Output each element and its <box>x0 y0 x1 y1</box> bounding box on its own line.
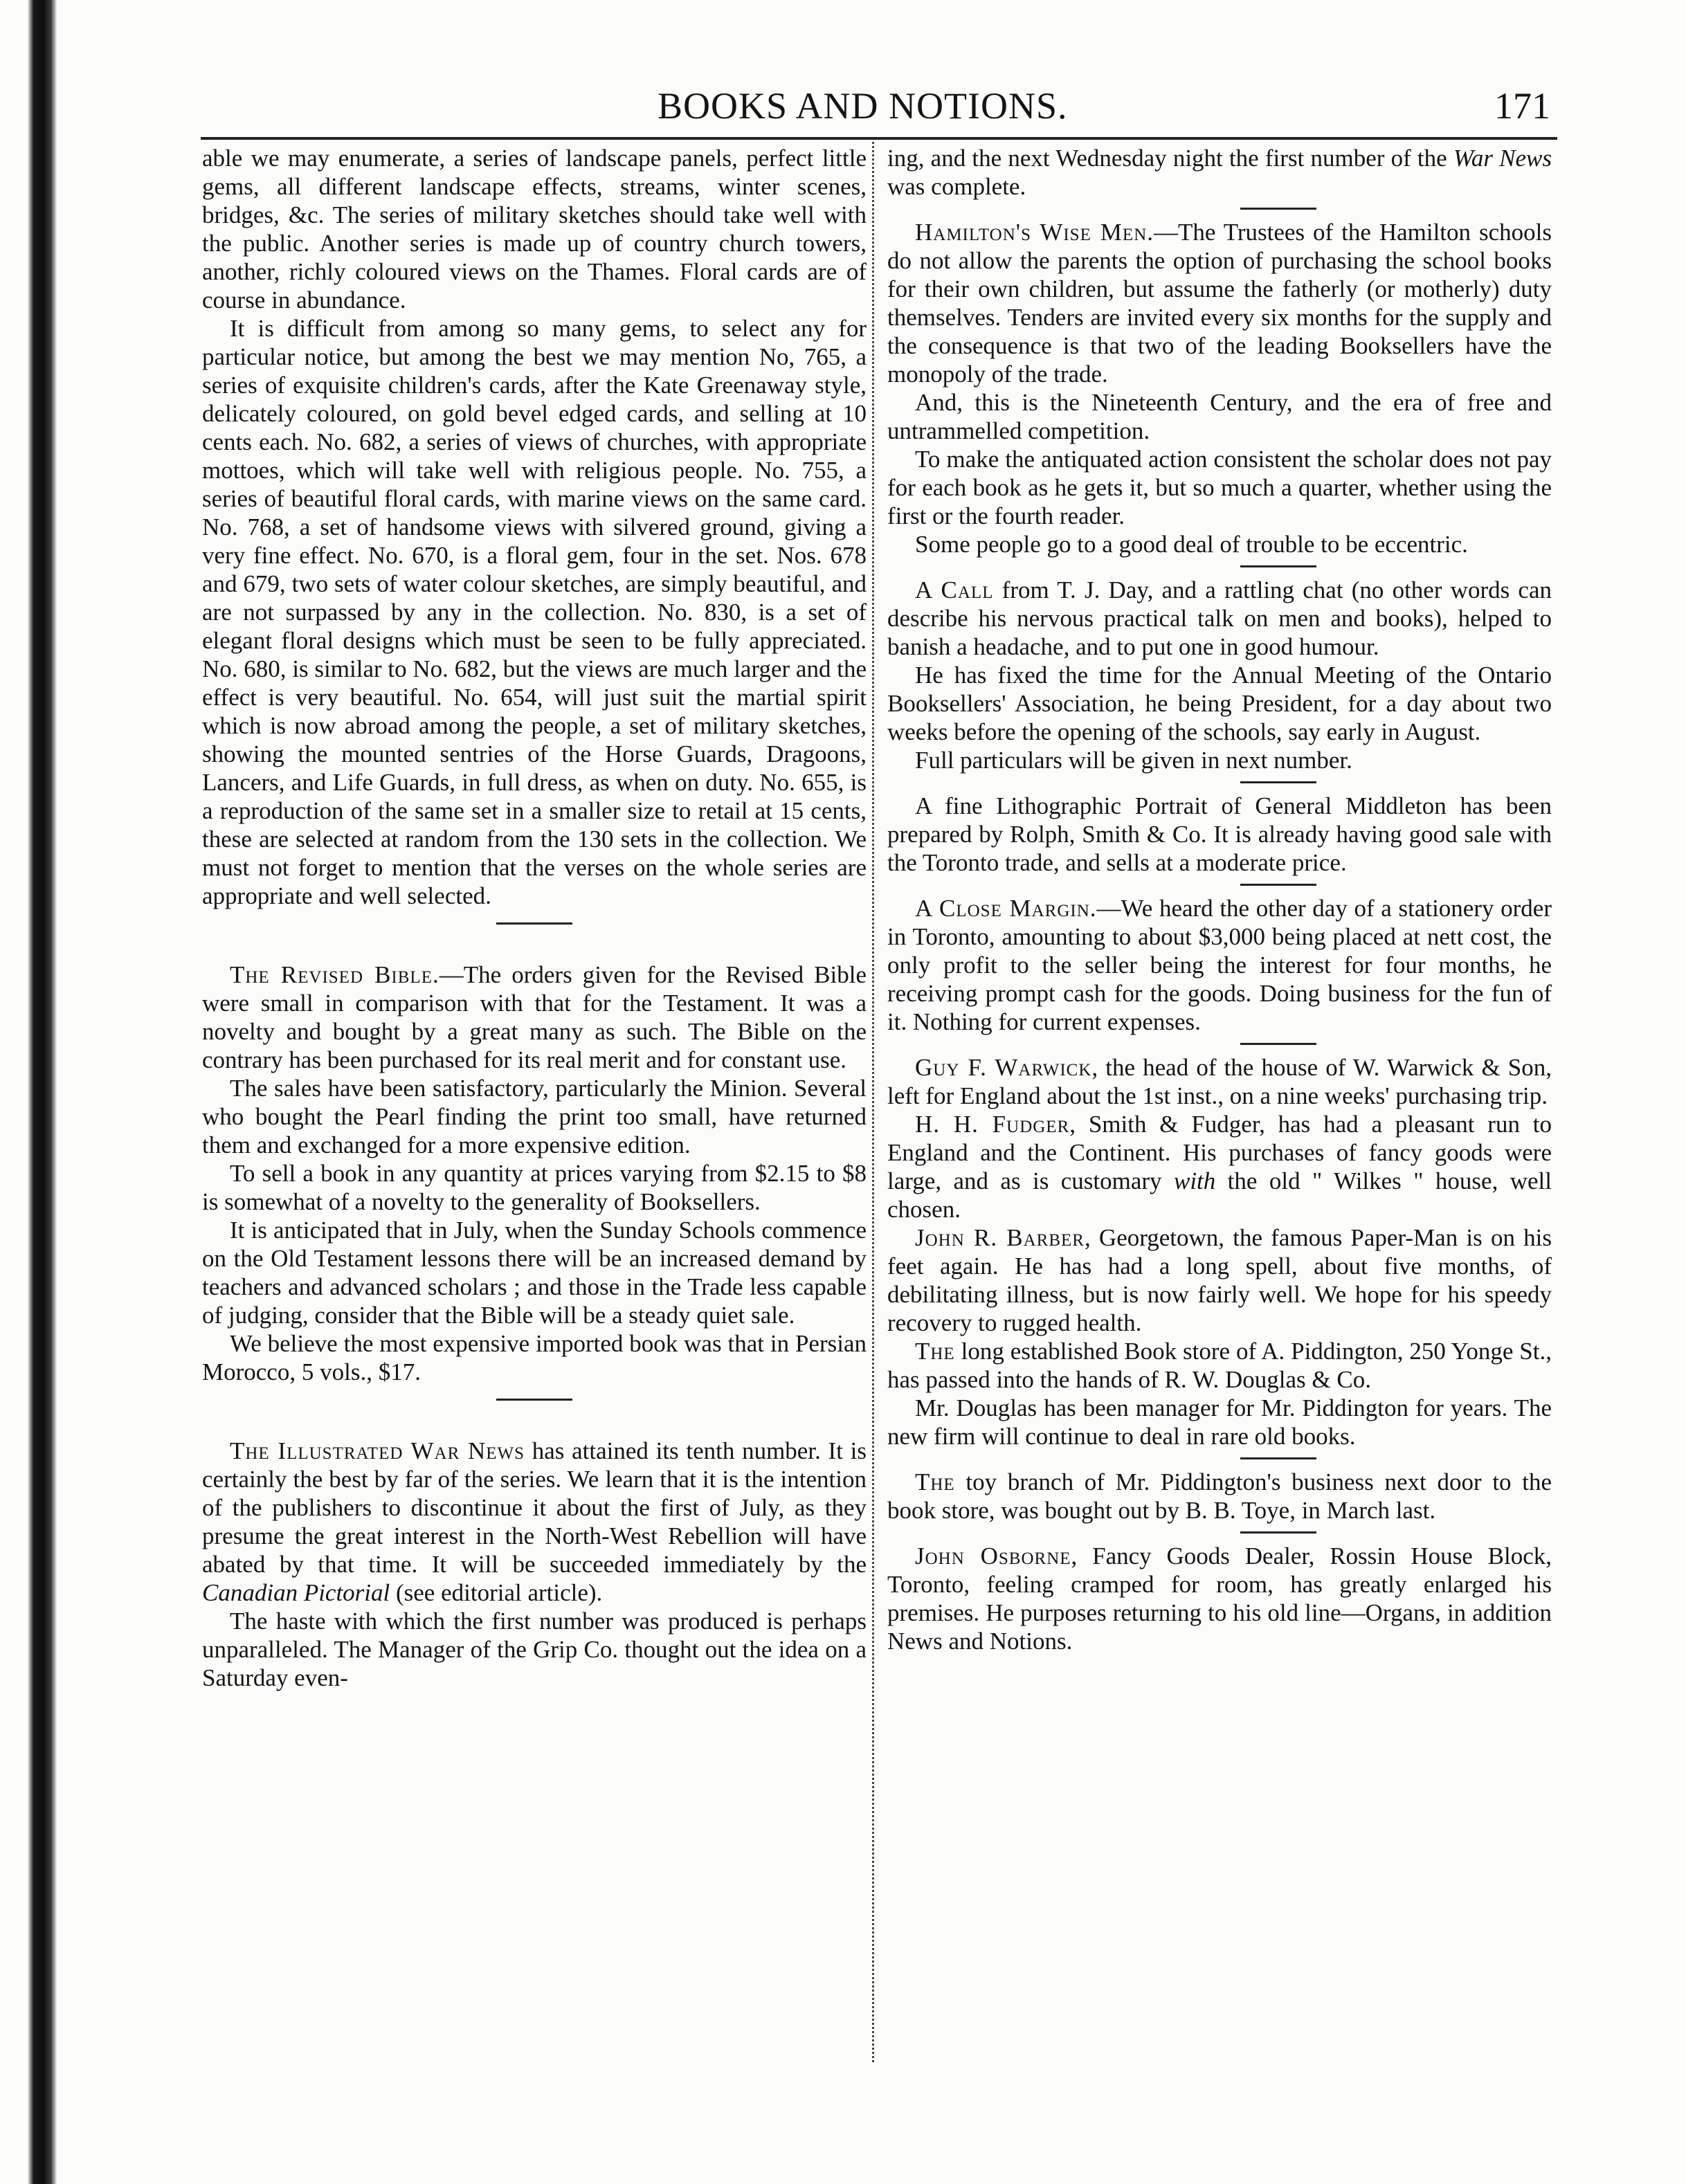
article-text: from T. J. Day, and a rattling chat (no other words can describe his nervous practical talk on men and books), helped to banish a headache, and to put one in good humour. <box>887 576 1552 660</box>
article-heading: A Close Margin. <box>915 895 1097 922</box>
article-italic-text: with <box>1173 1167 1216 1194</box>
article-heading: Guy F. Warwick <box>915 1054 1092 1081</box>
article-text: has attained its tenth number. It is certainly the best by far of the series. We learn that it is the intention of the publishers to discontinue it about the first of July, as they presume the great interest in the North-West Rebellion will have abated by that time. It will be succeeded immediately by the <box>202 1437 867 1578</box>
article-text: —The orders given for the Revised Bible were small in comparison with that for the Testament. It was a novelty and bought by a great many as such. The Bible on the contrary has been purchased for its real merit and for constant use. <box>202 961 867 1073</box>
article-text: —We heard the other day of a stationery order in Toronto, amounting to about $3,000 being placed at nett cost, the only profit to the seller being the interest for four months, he receiving prompt cash for the goods. Doing business for the fun of it. Nothing for current expenses. <box>887 895 1552 1035</box>
section-rule <box>1240 208 1316 210</box>
article-war-news <box>202 1437 867 1607</box>
paragraph-douglas: Mr. Douglas has been manager for Mr. Piddington for years. The new firm will continue to deal in rare old books. <box>887 1394 1552 1450</box>
paragraph-antiquated-action: To make the antiquated action consistent the scholar does not pay for each book as he gets it, but so much a quarter, whether using the first or the fourth reader. <box>887 446 1552 529</box>
left-column <box>202 144 867 1692</box>
paragraph-prices: To sell a book in any quantity at prices varying from $2.15 to $8 is somewhat of a novelty to the generality of Booksellers. <box>202 1160 867 1215</box>
article-heading: John Osborne <box>915 1543 1071 1569</box>
section-rule <box>496 922 572 925</box>
section-rule <box>1240 1043 1316 1045</box>
article-revised-bible <box>202 961 867 1074</box>
article-fudger <box>887 1110 1552 1223</box>
paragraph-annual-meeting: He has fixed the time for the Annual Meeting of the Ontario Booksellers' Association, he being President, for a day about two weeks before the opening of the schools, say early in August. <box>887 662 1552 745</box>
paragraph-haste: The haste with which the first number was produced is perhaps unparalleled. The Manager of the Grip Co. thought out the idea on a Saturday even- <box>202 1608 867 1691</box>
article-heading: A Call <box>915 576 994 603</box>
section-rule <box>1240 565 1316 567</box>
article-text: , Fancy Goods Dealer, Rossin House Block, Toronto, feeling cramped for room, has greatly enlarged his premises. He purposes returning to his old line—Organs, in addition News and Notions. <box>887 1543 1552 1655</box>
running-title: BOOKS AND NOTIONS. <box>658 85 1068 127</box>
article-text: (see editorial article). <box>390 1579 603 1606</box>
article-text: ing, and the next Wednesday night the first number of the <box>887 145 1453 172</box>
article-heading: John R. Barber <box>915 1224 1085 1251</box>
article-heading: The Revised Bible. <box>230 961 439 988</box>
page-number: 171 <box>1494 85 1550 127</box>
article-td-day <box>887 576 1552 661</box>
section-rule <box>1240 1531 1316 1534</box>
paragraph-eccentric: Some people go to a good deal of trouble to be eccentric. <box>915 531 1468 558</box>
section-rule <box>1240 781 1316 783</box>
article-italic-text: Canadian Pictorial <box>202 1579 390 1606</box>
paragraph-landscape-series: able we may enumerate, a series of landscape panels, perfect little gems, all different landscape effects, streams, winter scenes, bridges, &c. The series of military sketches should take well with the public. Another series is made up of country church towers, another, richly coloured views on the Thames. Floral cards are of course in abundance. <box>202 145 867 313</box>
article-text: long established Book store of A. Piddington, 250 Yonge St., has passed into the hands of R. W. Douglas & Co. <box>887 1338 1552 1393</box>
article-toy-branch <box>887 1468 1552 1525</box>
page-header <box>201 82 1557 140</box>
article-middleton-portrait: A fine Lithographic Portrait of General Middleton has been prepared by Rolph, Smith & Co. It is already having good sale with the Toronto trade, and sells at a moderate price. <box>887 792 1552 876</box>
article-text: , the head of the house of W. Warwick & Son, left for England about the 1st inst., on a nine weeks' purchasing trip. <box>887 1054 1552 1109</box>
right-column <box>887 144 1552 1655</box>
section-rule <box>496 1399 572 1401</box>
paragraph-persian-morocco: We believe the most expensive imported book was that in Persian Morocco, 5 vols., $17. <box>202 1330 867 1385</box>
article-piddington-store <box>887 1337 1552 1394</box>
article-heading: The Illustrated War News <box>230 1437 525 1464</box>
article-barber <box>887 1223 1552 1337</box>
article-heading: The <box>915 1338 955 1365</box>
paragraph-sunday-schools: It is anticipated that in July, when the Sunday Schools commence on the Old Testament lessons there will be an increased demand by teachers and advanced scholars ; and those in the Trade less capable of judging, consider that the Bible will be a steady quiet sale. <box>202 1217 867 1329</box>
paragraph-war-news-continued <box>887 144 1552 201</box>
section-rule <box>1240 1457 1316 1459</box>
article-italic-text: War News <box>1453 145 1552 172</box>
column-divider <box>872 142 874 2062</box>
section-rule <box>1240 884 1316 886</box>
article-text: , Georgetown, the famous Paper-Man is on his feet again. He has had a long spell, about five months, of debilitating illness, but is now fairly well. We hope for his speedy recovery to rugged health. <box>887 1224 1552 1336</box>
paragraph-full-particulars: Full particulars will be given in next number. <box>915 747 1352 774</box>
article-osborne <box>887 1542 1552 1655</box>
article-text: toy branch of Mr. Piddington's business next door to the book store, was bought out by B. B. Toye, in March last. <box>887 1468 1552 1524</box>
article-hamilton <box>887 218 1552 388</box>
paragraph-sales: The sales have been satisfactory, particularly the Minion. Several who bought the Pearl finding the print too small, have returned them and exchanged for a more expensive edition. <box>202 1075 867 1158</box>
article-text: the old " Wilkes " house, well chosen. <box>887 1167 1552 1223</box>
article-heading: Hamilton's Wise Men. <box>915 219 1154 246</box>
article-text: , Smith & Fudger, has had a pleasant run to England and the Continent. His purchases of fancy goods were large, and as is customary <box>887 1111 1552 1194</box>
article-close-margin <box>887 894 1552 1036</box>
paragraph-card-numbers: It is difficult from among so many gems, to select any for particular notice, but among the best we may mention No, 765, a series of exquisite children's cards, after the Kate Greenaway style, delicately coloured, on gold bevel edged cards, and selling at 10 cents each. No. 682, a series of views of churches, with appropriate mottoes, which will take well with religious people. No. 755, a series of beautiful floral cards, with marine views on the same card. No. 768, a set of handsome views with silvered ground, giving a very fine effect. No. 670, is a floral gem, four in the set. Nos. 678 and 679, two sets of water colour sketches, are simply beautiful, and are not surpassed by any in the collection. No. 830, is a set of elegant floral designs which must be seen to be fully appreciated. No. 680, is similar to No. 682, but the views are much larger and the effect is very beautiful. No. 654, will just suit the martial spirit which is now abroad among the people, a set of military sketches, showing the mounted sentries of the Horse Guards, Dragoons, Lancers, and Life Guards, in full dress, as when on duty. No. 655, is a reproduction of the same set in a smaller size to retail at 15 cents, these are selected at random from the 130 sets in the collection. We must not forget to mention that the verses on the whole series are appropriate and well selected. <box>202 315 867 909</box>
article-warwick <box>887 1053 1552 1110</box>
article-text: —The Trustees of the Hamilton schools do not allow the parents the option of purchasing the school books for their own children, but assume the fatherly (or motherly) duty themselves. Tenders are invited every six months for the supply and the consequence is that two of the leading Booksellers have the monopoly of the trade. <box>887 219 1552 388</box>
page-binding-edge <box>28 0 57 2184</box>
article-heading: The <box>915 1468 955 1495</box>
paragraph-nineteenth-century: And, this is the Nineteenth Century, and the era of free and untrammelled competition. <box>887 389 1552 444</box>
article-text: was complete. <box>887 173 1026 200</box>
article-heading: H. H. Fudger <box>915 1111 1070 1138</box>
